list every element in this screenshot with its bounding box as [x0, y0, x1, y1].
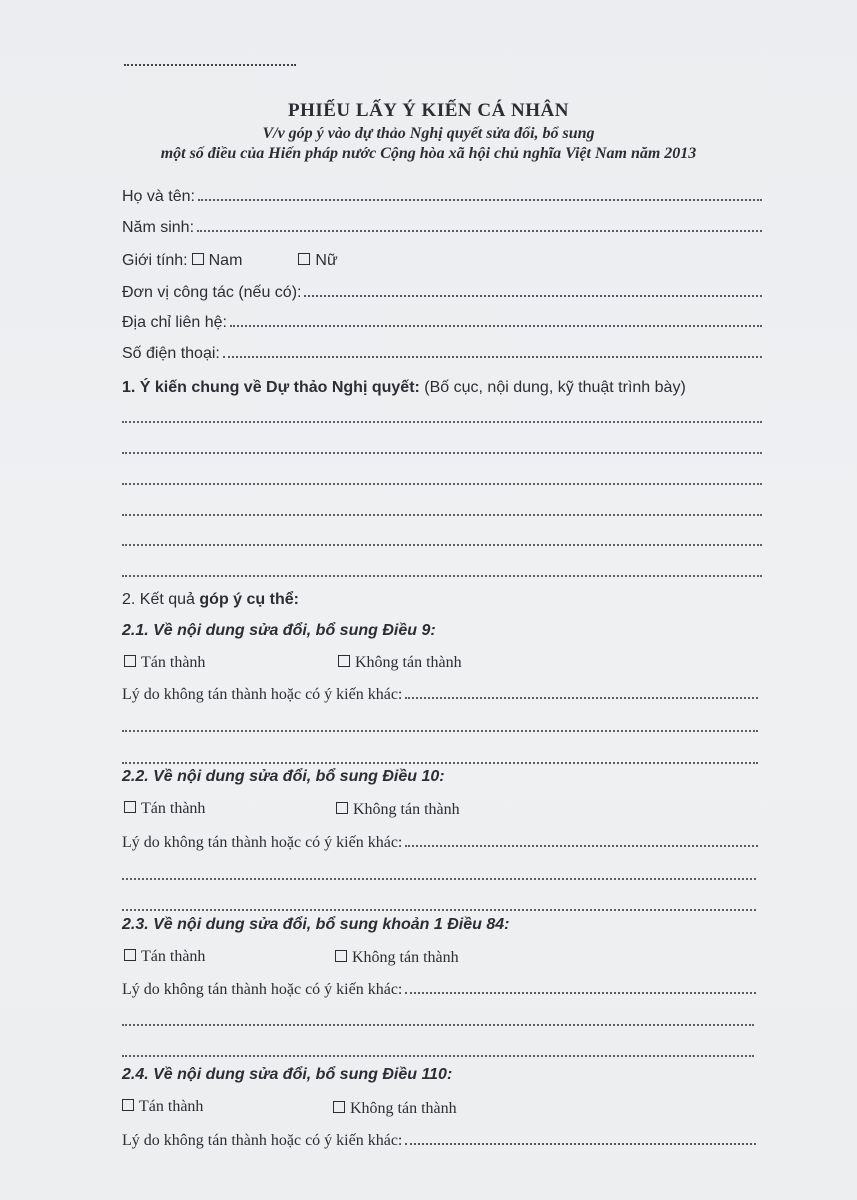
reason-extra-line[interactable]: [122, 762, 758, 764]
phone-label: Số điện thoại:: [122, 345, 220, 362]
name-field[interactable]: [122, 188, 762, 206]
item-2-3-heading: 2.3. Về nội dung sửa đổi, bổ sung khoản 1 Điều 84:: [122, 916, 510, 933]
checkbox-icon[interactable]: [338, 655, 350, 667]
reason-label: Lý do không tán thành hoặc có ý kiến khác:: [122, 686, 403, 703]
checkbox-icon[interactable]: [298, 253, 310, 265]
item-2-2-reason-field[interactable]: [122, 834, 758, 852]
reason-line[interactable]: [405, 697, 758, 699]
section-2-heading-prefix: 2. Kết quả: [122, 591, 200, 608]
checkbox-icon[interactable]: [335, 950, 347, 962]
birth-year-field[interactable]: [122, 219, 762, 237]
agree-label: Tán thành: [141, 948, 206, 965]
gender-female-label: Nữ: [315, 252, 338, 269]
section-1-answer-line[interactable]: [122, 575, 762, 577]
checkbox-icon[interactable]: [333, 1101, 345, 1113]
item-2-3-agree-option[interactable]: [124, 948, 205, 966]
workplace-label: Đơn vị công tác (nếu có):: [122, 284, 302, 301]
item-2-1-reason-field[interactable]: [122, 686, 758, 704]
reason-label: Lý do không tán thành hoặc có ý kiến khác:: [122, 981, 403, 998]
item-2-4-heading: 2.4. Về nội dung sửa đổi, bổ sung Điều 110:: [122, 1066, 453, 1083]
item-2-2-agree-option[interactable]: [124, 800, 205, 818]
reason-extra-line[interactable]: [122, 730, 758, 732]
gender-field: [122, 252, 338, 270]
workplace-field[interactable]: [122, 284, 762, 302]
item-2-3-disagree-option[interactable]: [335, 949, 459, 967]
item-2-1-disagree-option[interactable]: [338, 654, 462, 672]
section-1-heading: [122, 379, 822, 397]
disagree-label: Không tán thành: [353, 801, 460, 818]
disagree-label: Không tán thành: [355, 654, 462, 671]
reason-extra-line[interactable]: [122, 878, 756, 880]
section-1-answer-line[interactable]: [122, 421, 762, 423]
section-1-answer-line[interactable]: [122, 544, 762, 546]
checkbox-icon[interactable]: [192, 253, 204, 265]
item-2-3-reason-field[interactable]: [122, 981, 756, 999]
checkbox-icon[interactable]: [124, 801, 136, 813]
item-2-1-agree-option[interactable]: [124, 654, 205, 672]
birth-year-line[interactable]: [197, 230, 762, 232]
reason-line[interactable]: [405, 1143, 756, 1145]
phone-line[interactable]: [223, 356, 762, 358]
section-2-heading-bold: góp ý cụ thể:: [199, 591, 299, 608]
checkbox-icon[interactable]: [124, 655, 136, 667]
gender-female-option[interactable]: [298, 252, 337, 270]
item-2-4-disagree-option[interactable]: [333, 1100, 457, 1118]
phone-field[interactable]: [122, 345, 762, 363]
top-dotted-line: [124, 64, 296, 66]
disagree-label: Không tán thành: [352, 949, 459, 966]
gender-label: Giới tính:: [122, 252, 188, 269]
birth-year-label: Năm sinh:: [122, 219, 195, 236]
section-1-answer-line[interactable]: [122, 452, 762, 454]
item-2-4-agree-option[interactable]: [122, 1098, 203, 1116]
reason-extra-line[interactable]: [122, 1055, 754, 1057]
checkbox-icon[interactable]: [124, 949, 136, 961]
agree-label: Tán thành: [139, 1098, 204, 1115]
form-subtitle-2: một số điều của Hiến pháp nước Cộng hòa xã hội chủ nghĩa Việt Nam năm 2013: [160, 145, 697, 162]
reason-line[interactable]: [405, 845, 758, 847]
disagree-label: Không tán thành: [350, 1100, 457, 1117]
section-1-heading-bold: 1. Ý kiến chung về Dự thảo Nghị quyết:: [122, 379, 420, 396]
section-1-answer-line[interactable]: [122, 514, 762, 516]
reason-label: Lý do không tán thành hoặc có ý kiến khác:: [122, 834, 403, 851]
item-2-2-disagree-option[interactable]: [336, 801, 460, 819]
workplace-line[interactable]: [304, 295, 762, 297]
item-2-4-reason-field[interactable]: [122, 1132, 756, 1150]
section-2-heading: [122, 591, 822, 609]
agree-label: Tán thành: [141, 654, 206, 671]
section-1-answer-line[interactable]: [122, 483, 762, 485]
name-line[interactable]: [198, 199, 762, 201]
name-label: Họ và tên:: [122, 188, 195, 205]
checkbox-icon[interactable]: [122, 1099, 134, 1111]
form-title: PHIẾU LẤY Ý KIẾN CÁ NHÂN: [287, 100, 569, 121]
item-2-2-heading: 2.2. Về nội dung sửa đổi, bổ sung Điều 10:: [122, 768, 445, 785]
address-line[interactable]: [230, 325, 762, 327]
gender-male-option[interactable]: [192, 252, 243, 270]
checkbox-icon[interactable]: [336, 802, 348, 814]
reason-extra-line[interactable]: [122, 909, 756, 911]
reason-line[interactable]: [405, 992, 756, 994]
gender-male-label: Nam: [208, 252, 243, 269]
item-2-1-heading: 2.1. Về nội dung sửa đổi, bổ sung Điều 9:: [122, 622, 436, 639]
reason-extra-line[interactable]: [122, 1024, 754, 1026]
address-label: Địa chỉ liên hệ:: [122, 314, 227, 331]
section-1-heading-rest: (Bố cục, nội dung, kỹ thuật trình bày): [419, 379, 686, 396]
agree-label: Tán thành: [141, 800, 206, 817]
address-field[interactable]: [122, 314, 762, 332]
reason-label: Lý do không tán thành hoặc có ý kiến khác:: [122, 1132, 403, 1149]
form-subtitle-1: V/v góp ý vào dự thảo Nghị quyết sửa đổi, bổ sung: [262, 125, 595, 142]
